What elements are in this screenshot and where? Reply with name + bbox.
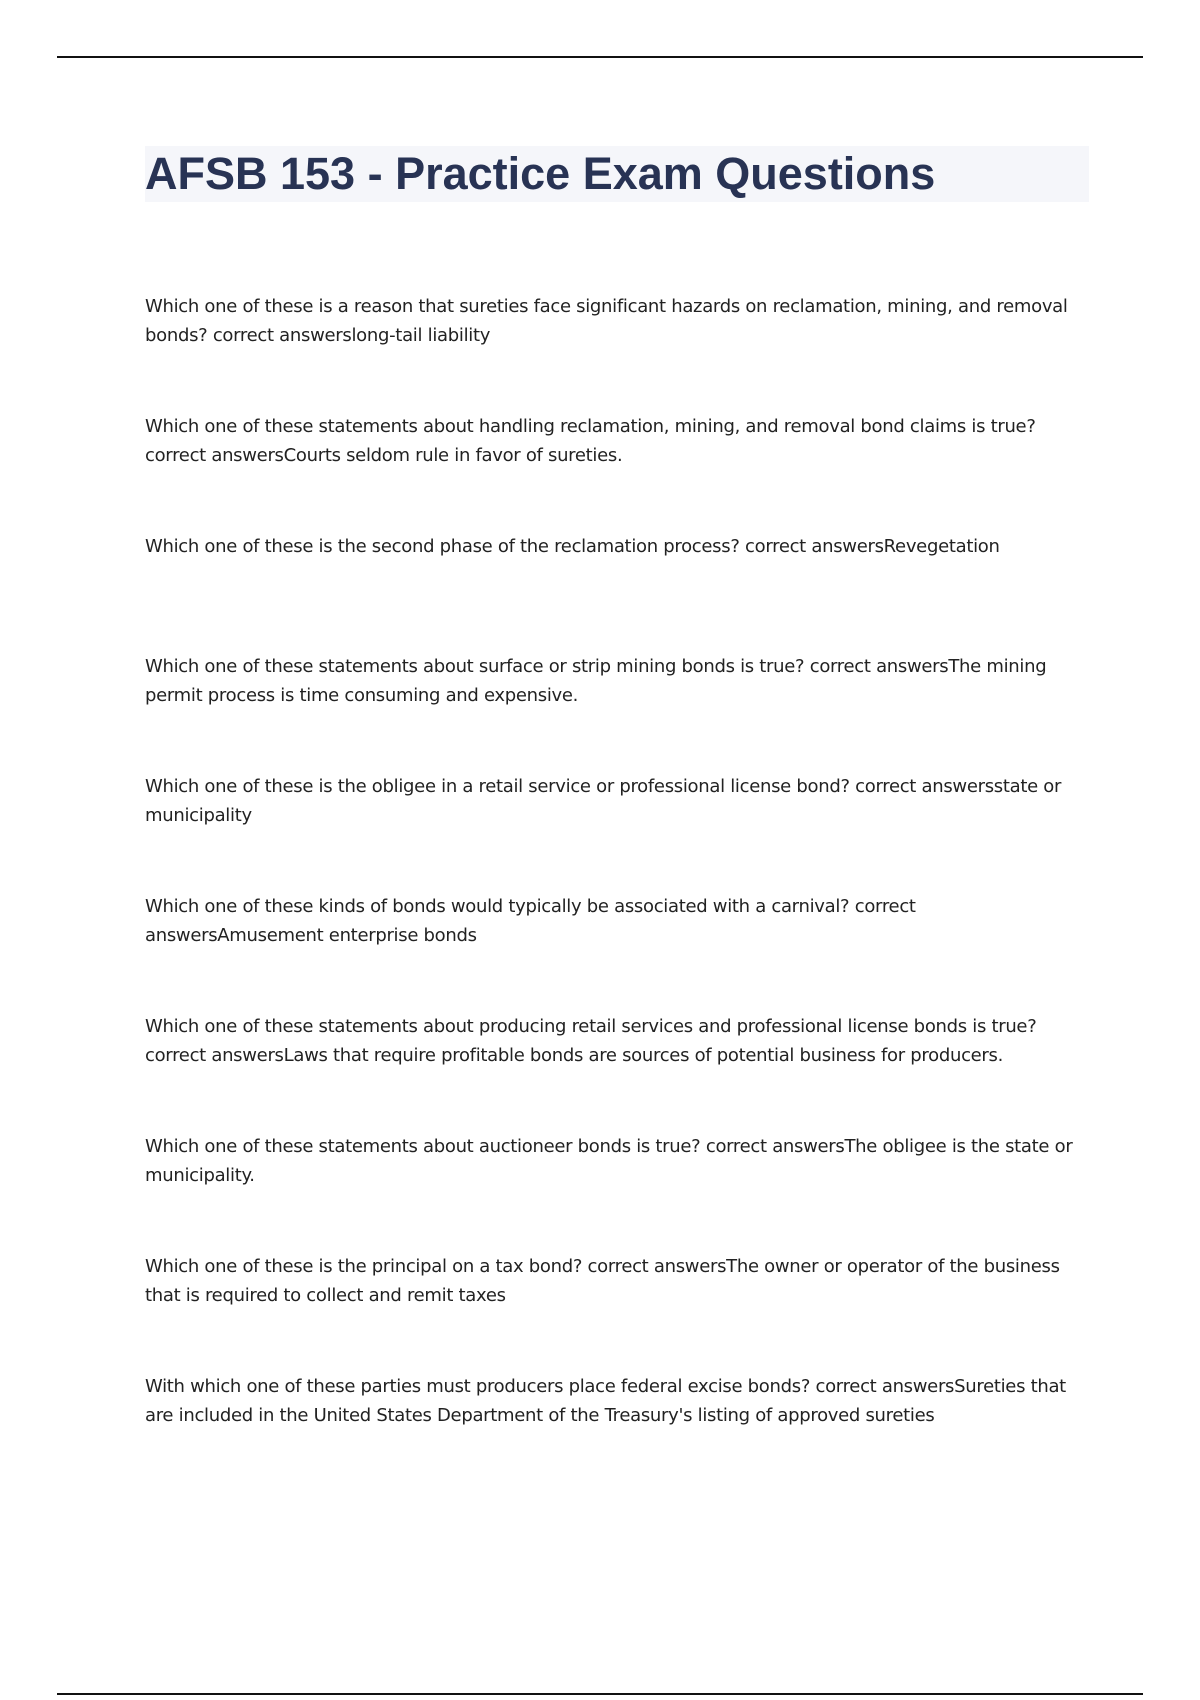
answer-marker-2: correct answers — [145, 445, 284, 466]
question-text-6 — [145, 892, 1095, 950]
question-text-8 — [145, 1132, 1095, 1190]
question-item-7 — [145, 1012, 1095, 1132]
question-9: Which one of these is the principal on a tax bond? — [145, 1256, 583, 1277]
question-item-10 — [145, 1372, 1095, 1492]
question-item-1 — [145, 292, 1095, 412]
answer-marker-8: correct answers — [705, 1136, 845, 1157]
question-item-4 — [145, 652, 1095, 772]
question-item-5 — [145, 772, 1095, 892]
question-text-2 — [145, 412, 1095, 470]
question-1: Which one of these is a reason that sureties face significant hazards on reclamation, mining, and removal bonds? — [145, 296, 1068, 346]
question-text-5 — [145, 772, 1095, 830]
question-item-8 — [145, 1132, 1095, 1252]
question-item-2 — [145, 412, 1095, 532]
question-3: Which one of these is the second phase of the reclamation process? — [145, 536, 740, 557]
answer-marker-1: correct answers — [212, 325, 352, 346]
answer-1: long-tail liability — [351, 325, 491, 346]
question-item-6 — [145, 892, 1095, 1012]
question-10: With which one of these parties must producers place federal excise bonds? — [145, 1376, 811, 1397]
answer-marker-5: correct answers — [855, 776, 994, 797]
question-item-3 — [145, 532, 1095, 652]
question-5: Which one of these is the obligee in a retail service or professional license bond? — [145, 776, 850, 797]
answer-2: Courts seldom rule in favor of sureties. — [283, 445, 623, 466]
answer-marker-6: correct answers — [145, 896, 916, 946]
answer-marker-7: correct answers — [145, 1045, 284, 1066]
question-text-3 — [145, 532, 1095, 561]
answer-6: Amusement enterprise bonds — [217, 925, 477, 946]
answer-9: The owner or operator of the business that is required to collect and remit taxes — [145, 1256, 1060, 1306]
answer-7: Laws that require profitable bonds are sources of potential business for producers. — [283, 1045, 1004, 1066]
answer-marker-9: correct answers — [587, 1256, 727, 1277]
page-title: AFSB 153 - Practice Exam Questions — [145, 148, 936, 199]
bottom-rule — [57, 1693, 1143, 1695]
question-list — [145, 292, 1095, 1492]
answer-marker-10: correct answers — [815, 1376, 955, 1397]
question-text-10 — [145, 1372, 1095, 1430]
answer-8: The obligee is the state or municipality. — [145, 1136, 1073, 1186]
question-text-9 — [145, 1252, 1095, 1310]
question-4: Which one of these statements about surface or strip mining bonds is true? — [145, 656, 805, 677]
answer-10: Sureties that are included in the United States Department of the Treasury's listing of approved sureties — [145, 1376, 1066, 1426]
answer-3: Revegetation — [883, 536, 1000, 557]
question-2: Which one of these statements about handling reclamation, mining, and removal bond claims is true? — [145, 416, 1036, 437]
answer-marker-3: correct answers — [745, 536, 884, 557]
question-7: Which one of these statements about producing retail services and professional license bonds is true? — [145, 1016, 1037, 1037]
answer-4: The mining permit process is time consuming and expensive. — [145, 656, 1047, 706]
question-text-4 — [145, 652, 1095, 710]
question-text-7 — [145, 1012, 1095, 1070]
question-8: Which one of these statements about auctioneer bonds is true? — [145, 1136, 701, 1157]
answer-marker-4: correct answers — [809, 656, 949, 677]
question-text-1 — [145, 292, 1095, 350]
question-6: Which one of these kinds of bonds would typically be associated with a carnival? — [145, 896, 850, 917]
top-rule — [57, 56, 1143, 58]
answer-5: state or municipality — [145, 776, 1062, 826]
question-item-9 — [145, 1252, 1095, 1372]
